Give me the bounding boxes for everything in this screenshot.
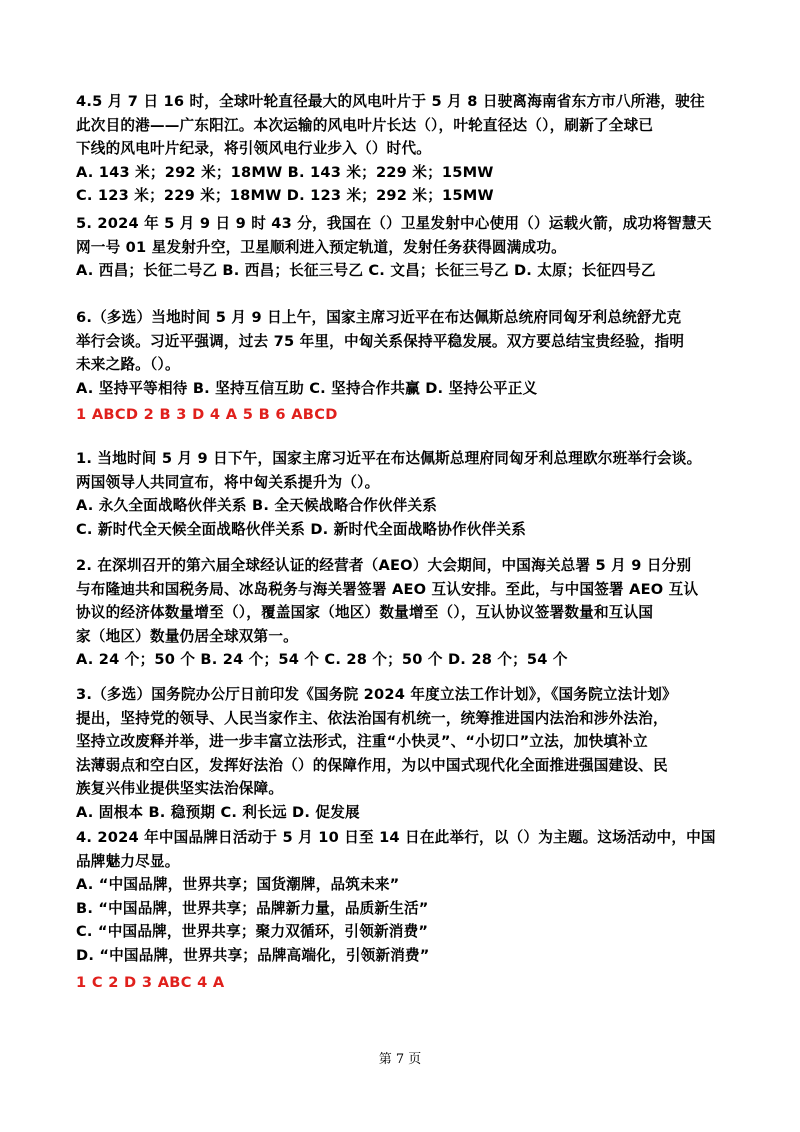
- question-6: [76, 306, 726, 400]
- option-line: A. 143 米；292 米；18MW B. 143 米；229 米；15MW: [76, 163, 494, 181]
- question-line: 2. 在深圳召开的第六届全球经认证的经营者（AEO）大会期间，中国海关总署 5 月 9 日分别: [76, 557, 692, 574]
- question-line: 族复兴伟业提供坚实法治保障。: [76, 780, 284, 797]
- question-line: 家（地区）数量仍居全球双第一。: [76, 627, 298, 645]
- option-line: A. 固根本 B. 稳预期 C. 利长远 D. 促发展: [76, 803, 360, 821]
- question-line: 6.（多选）当地时间 5 月 9 日上午，国家主席习近平在布达佩斯总统府同匈牙利总统舒尤克: [76, 309, 682, 326]
- option-line: A. 西昌；长征二号乙 B. 西昌；长征三号乙 C. 文昌；长征三号乙 D. 太原；长征四号乙: [76, 262, 656, 279]
- option-line: B. “中国品牌，世界共享；品牌新力量，品质新生活”: [76, 899, 429, 917]
- answer-key-1: 1 ABCD 2 B 3 D 4 A 5 B 6 ABCD: [76, 406, 338, 423]
- question-line: 5. 2024 年 5 月 9 日 9 时 43 分，我国在（）卫星发射中心使用（）运载火箭，成功将智慧天: [76, 215, 712, 232]
- option-line: C. “中国品牌，世界共享；聚力双循环，引领新消费”: [76, 923, 429, 940]
- option-line: C. 123 米；229 米；18MW D. 123 米；292 米；15MW: [76, 187, 494, 204]
- question-line: 协议的经济体数量增至（），覆盖国家（地区）数量增至（），互认协议签署数量和互认国: [76, 604, 654, 621]
- question-3: [76, 683, 726, 824]
- option-line: A. 永久全面战略伙伴关系 B. 全天候战略合作伙伴关系: [76, 497, 438, 514]
- question-4b: [76, 826, 726, 967]
- question-line: 未来之路。（）。: [76, 356, 180, 373]
- option-line: C. 新时代全天候全面战略伙伴关系 D. 新时代全面战略协作伙伴关系: [76, 520, 526, 538]
- question-line: 3.（多选）国务院办公厅日前印发《国务院 2024 年度立法工作计划》，《国务院立法计划》: [76, 686, 677, 703]
- option-line: A. 24 个；50 个 B. 24 个；54 个 C. 28 个；50 个 D. 28 个；54 个: [76, 651, 568, 668]
- question-1: [76, 447, 726, 541]
- question-line: 4. 2024 年中国品牌日活动于 5 月 10 日至 14 日在此举行，以（）为主题。这场活动中，中国: [76, 829, 716, 846]
- question-line: 两国领导人共同宣布，将中匈关系提升为（）。: [76, 473, 380, 491]
- question-line: 1. 当地时间 5 月 9 日下午，国家主席习近平在布达佩斯总理府同匈牙利总理欧尔班举行会谈。: [76, 450, 702, 467]
- question-line: 下线的风电叶片纪录，将引领风电行业步入（）时代。: [76, 140, 432, 157]
- option-line: D. “中国品牌，世界共享；品牌高端化，引领新消费”: [76, 946, 430, 964]
- question-line: 提出，坚持党的领导、人民当家作主、依法治国有机统一，统筹推进国内法治和涉外法治，: [76, 709, 668, 727]
- page-number: 第 7 页: [378, 1052, 422, 1067]
- question-4: [76, 90, 726, 208]
- answer-key-2: 1 C 2 D 3 ABC 4 A: [76, 974, 225, 991]
- option-line: A. 坚持平等相待 B. 坚持互信互助 C. 坚持合作共赢 D. 坚持公平正义: [76, 379, 538, 397]
- question-5: [76, 212, 726, 283]
- question-line: 网一号 01 星发射升空，卫星顺利进入预定轨道，发射任务获得圆满成功。: [76, 238, 566, 256]
- question-line: 此次目的港——广东阳江。本次运输的风电叶片长达（），叶轮直径达（），刷新了全球已: [76, 116, 654, 134]
- question-line: 坚持立改废释并举，进一步丰富立法形式，注重“小快灵”、“小切口”立法，加快填补立: [76, 733, 648, 750]
- question-line: 法薄弱点和空白区，发挥好法治（）的保障作用，为以中国式现代化全面推进强国建设、民: [76, 756, 668, 774]
- question-line: 与布隆迪共和国税务局、冰岛税务与海关署签署 AEO 互认安排。至此，与中国签署 AEO 互认: [76, 580, 699, 598]
- question-2: [76, 554, 726, 672]
- question-line: 品牌魅力尽显。: [76, 852, 180, 870]
- question-line: 举行会谈。习近平强调，过去 75 年里，中匈关系保持平稳发展。双方要总结宝贵经验，指明: [76, 332, 685, 350]
- question-line: 4.5 月 7 日 16 时，全球叶轮直径最大的风电叶片于 5 月 8 日驶离海南省东方市八所港，驶往: [76, 93, 705, 110]
- option-line: A. “中国品牌，世界共享；国货潮牌，品筑未来”: [76, 876, 400, 893]
